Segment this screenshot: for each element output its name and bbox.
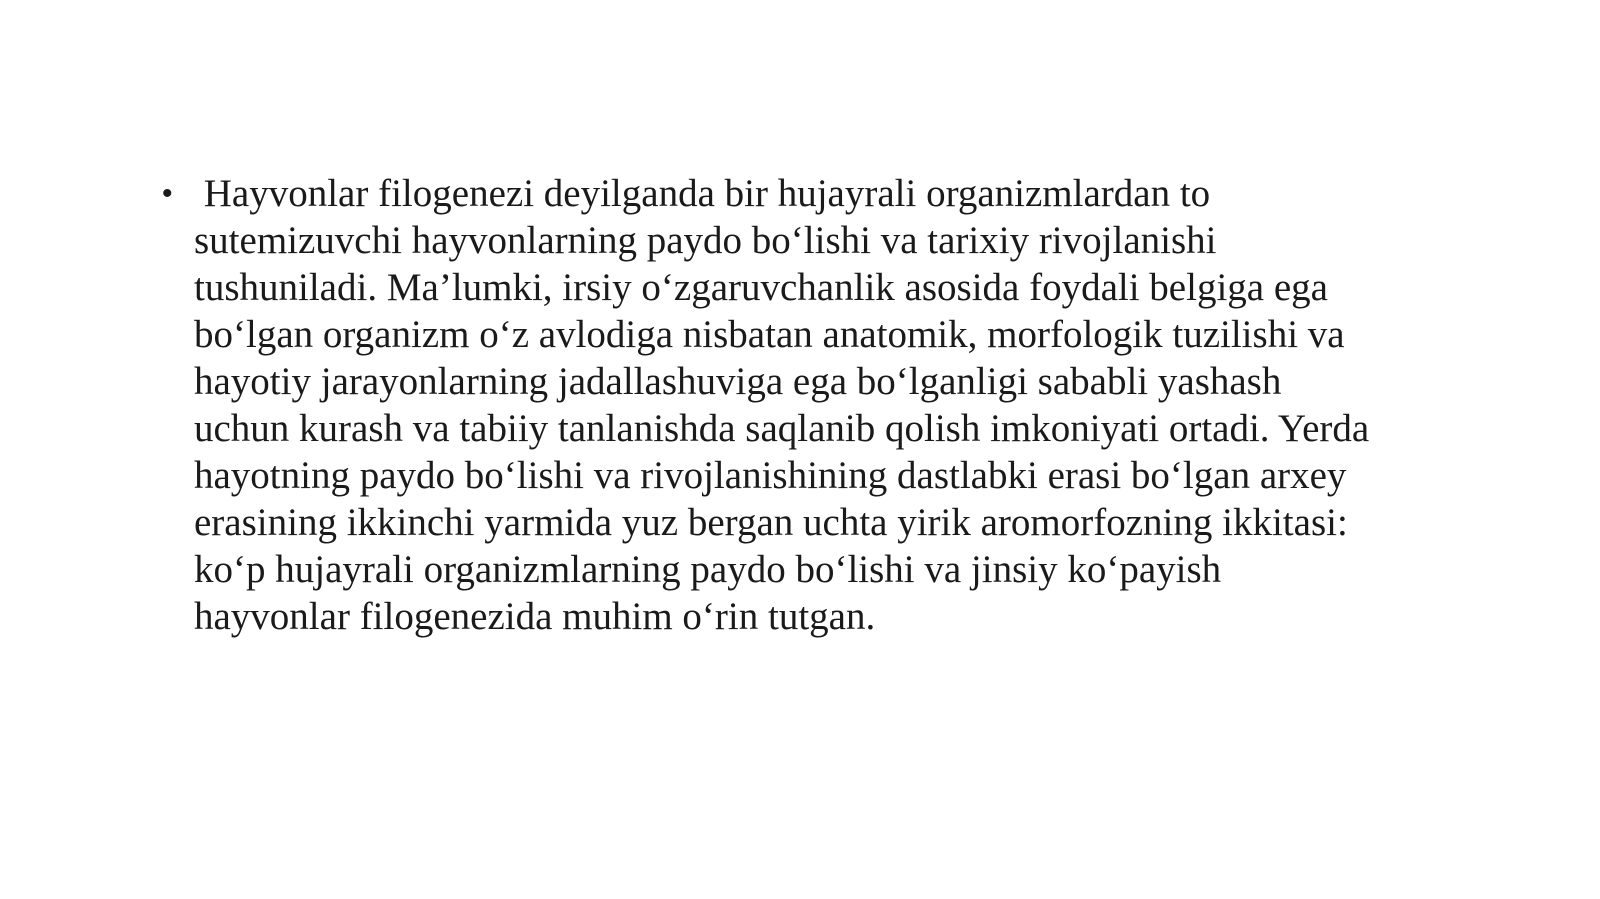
paragraph-line: hayvonlar filogenezida muhim o‘rin tutgan. bbox=[194, 595, 876, 638]
paragraph-line: sutemizuvchi hayvonlarning paydo bo‘lishi va tarixiy rivojlanishi bbox=[194, 219, 1217, 262]
paragraph-line: tushuniladi. Ma’lumki, irsiy o‘zgaruvchanlik asosida foydali belgiga ega bbox=[194, 266, 1328, 309]
slide-content bbox=[162, 170, 1522, 640]
bullet-paragraph bbox=[162, 170, 1522, 640]
paragraph-line: hayotning paydo bo‘lishi va rivojlanishining dastlabki erasi bo‘lgan arxey bbox=[194, 454, 1347, 497]
paragraph-line: bo‘lgan organizm o‘z avlodiga nisbatan anatomik, morfologik tuzilishi va bbox=[194, 313, 1345, 356]
paragraph-line: uchun kurash va tabiiy tanlanishda saqlanib qolish imkoniyati ortadi. Yerda bbox=[194, 407, 1370, 450]
bullet-icon: • bbox=[162, 177, 173, 210]
paragraph-line: Hayvonlar filogenezi deyilganda bir hujayrali organizmlardan to bbox=[194, 172, 1211, 215]
paragraph-line: erasining ikkinchi yarmida yuz bergan uchta yirik aromorfozning ikkitasi: bbox=[194, 501, 1348, 544]
paragraph-line: hayotiy jarayonlarning jadallashuviga ega bo‘lganligi sababli yashash bbox=[194, 360, 1282, 403]
paragraph-line: ko‘p hujayrali organizmlarning paydo bo‘lishi va jinsiy ko‘payish bbox=[194, 548, 1222, 591]
